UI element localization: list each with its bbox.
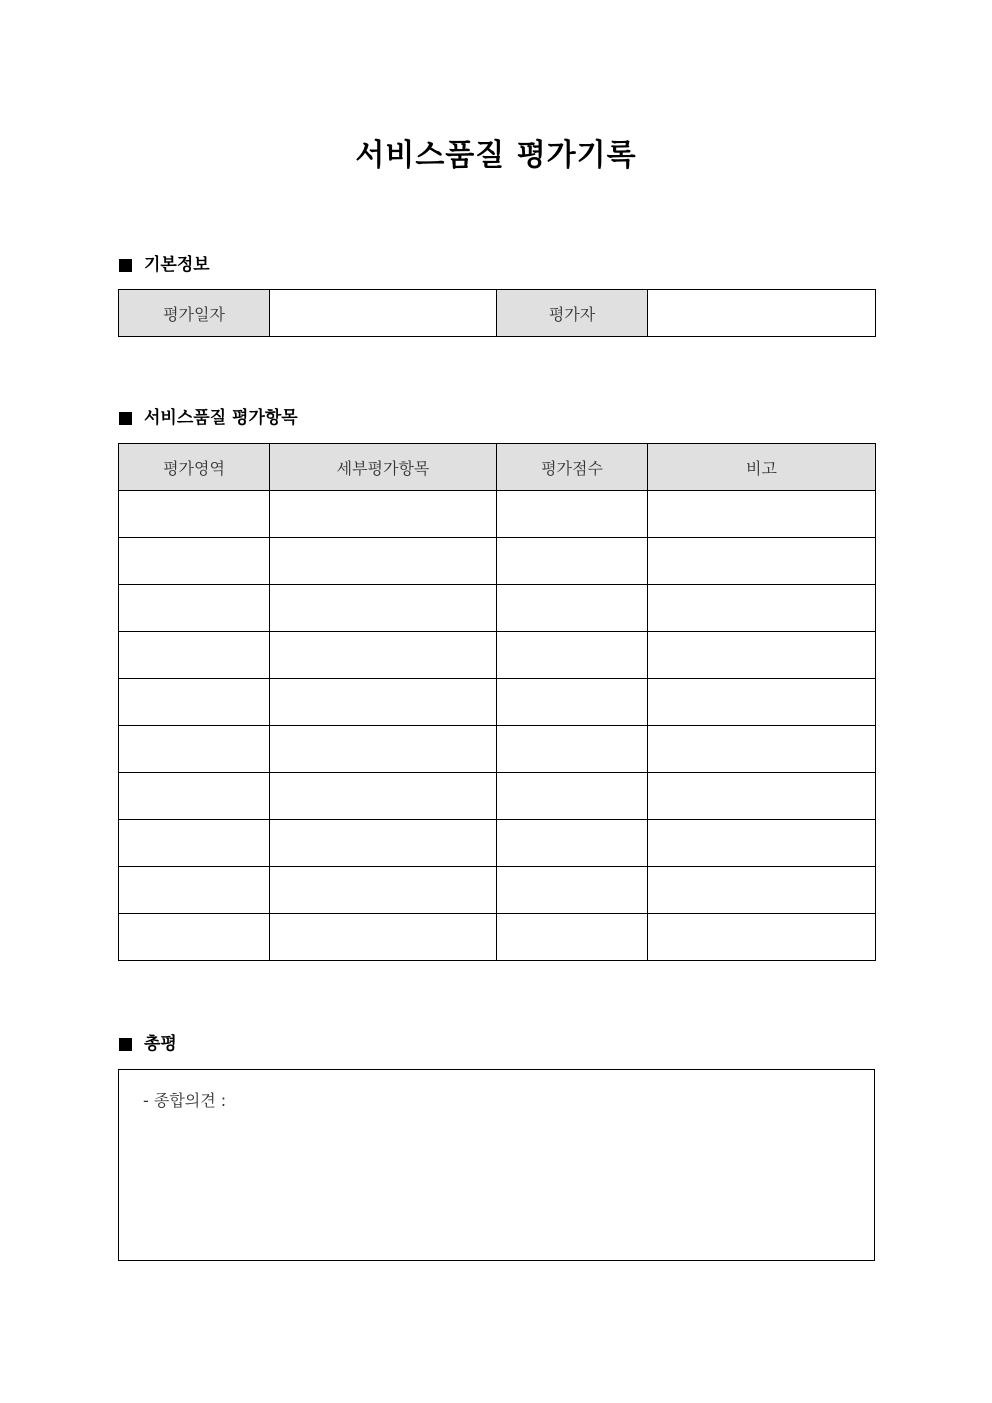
detail-item-cell[interactable] bbox=[270, 491, 497, 538]
page-title: 서비스품질 평가기록 bbox=[355, 138, 637, 173]
table-row bbox=[119, 538, 876, 585]
summary-box[interactable] bbox=[118, 1069, 875, 1261]
evaluation-date-field[interactable] bbox=[270, 290, 497, 337]
table-row bbox=[119, 867, 876, 914]
table-header-row bbox=[119, 444, 876, 491]
area-cell[interactable] bbox=[119, 679, 270, 726]
remarks-cell[interactable] bbox=[648, 538, 876, 585]
area-cell[interactable] bbox=[119, 632, 270, 679]
score-cell[interactable] bbox=[497, 726, 648, 773]
section-title: 서비스품질 평가항목 bbox=[144, 408, 298, 428]
table-row bbox=[119, 679, 876, 726]
area-cell[interactable] bbox=[119, 867, 270, 914]
detail-item-cell[interactable] bbox=[270, 867, 497, 914]
column-header-remarks: 비고 bbox=[648, 444, 876, 491]
area-cell[interactable] bbox=[119, 491, 270, 538]
detail-item-cell[interactable] bbox=[270, 585, 497, 632]
square-bullet-icon bbox=[119, 412, 132, 425]
section-heading-summary bbox=[119, 1032, 177, 1056]
score-cell[interactable] bbox=[497, 538, 648, 585]
square-bullet-icon bbox=[119, 259, 132, 272]
area-cell[interactable] bbox=[119, 726, 270, 773]
remarks-cell[interactable] bbox=[648, 773, 876, 820]
table-row bbox=[119, 773, 876, 820]
remarks-cell[interactable] bbox=[648, 632, 876, 679]
table-row bbox=[119, 726, 876, 773]
column-header-score: 평가점수 bbox=[497, 444, 648, 491]
area-cell[interactable] bbox=[119, 773, 270, 820]
score-cell[interactable] bbox=[497, 632, 648, 679]
score-cell[interactable] bbox=[497, 914, 648, 961]
area-cell[interactable] bbox=[119, 585, 270, 632]
evaluator-label: 평가자 bbox=[497, 290, 648, 337]
evaluator-field[interactable] bbox=[648, 290, 876, 337]
score-cell[interactable] bbox=[497, 585, 648, 632]
table-row bbox=[119, 585, 876, 632]
evaluation-date-label: 평가일자 bbox=[119, 290, 270, 337]
score-cell[interactable] bbox=[497, 491, 648, 538]
detail-item-cell[interactable] bbox=[270, 773, 497, 820]
detail-item-cell[interactable] bbox=[270, 914, 497, 961]
section-heading-evaluation-items bbox=[119, 406, 298, 430]
area-cell[interactable] bbox=[119, 820, 270, 867]
detail-item-cell[interactable] bbox=[270, 632, 497, 679]
score-cell[interactable] bbox=[497, 773, 648, 820]
remarks-cell[interactable] bbox=[648, 867, 876, 914]
score-cell[interactable] bbox=[497, 867, 648, 914]
remarks-cell[interactable] bbox=[648, 914, 876, 961]
table-row bbox=[119, 914, 876, 961]
remarks-cell[interactable] bbox=[648, 585, 876, 632]
detail-item-cell[interactable] bbox=[270, 820, 497, 867]
score-cell[interactable] bbox=[497, 679, 648, 726]
area-cell[interactable] bbox=[119, 914, 270, 961]
overall-opinion-label: - 종합의견 : bbox=[143, 1091, 227, 1110]
detail-item-cell[interactable] bbox=[270, 726, 497, 773]
remarks-cell[interactable] bbox=[648, 820, 876, 867]
table-row bbox=[119, 290, 876, 337]
evaluation-items-table bbox=[118, 443, 876, 961]
column-header-detail-item: 세부평가항목 bbox=[270, 444, 497, 491]
remarks-cell[interactable] bbox=[648, 491, 876, 538]
area-cell[interactable] bbox=[119, 538, 270, 585]
detail-item-cell[interactable] bbox=[270, 538, 497, 585]
section-title: 총평 bbox=[144, 1034, 177, 1054]
basic-info-table bbox=[118, 289, 876, 337]
detail-item-cell[interactable] bbox=[270, 679, 497, 726]
section-heading-basic-info bbox=[119, 253, 210, 277]
column-header-area: 평가영역 bbox=[119, 444, 270, 491]
square-bullet-icon bbox=[119, 1038, 132, 1051]
remarks-cell[interactable] bbox=[648, 679, 876, 726]
section-title: 기본정보 bbox=[144, 255, 210, 275]
table-row bbox=[119, 632, 876, 679]
remarks-cell[interactable] bbox=[648, 726, 876, 773]
table-row bbox=[119, 820, 876, 867]
table-row bbox=[119, 491, 876, 538]
score-cell[interactable] bbox=[497, 820, 648, 867]
